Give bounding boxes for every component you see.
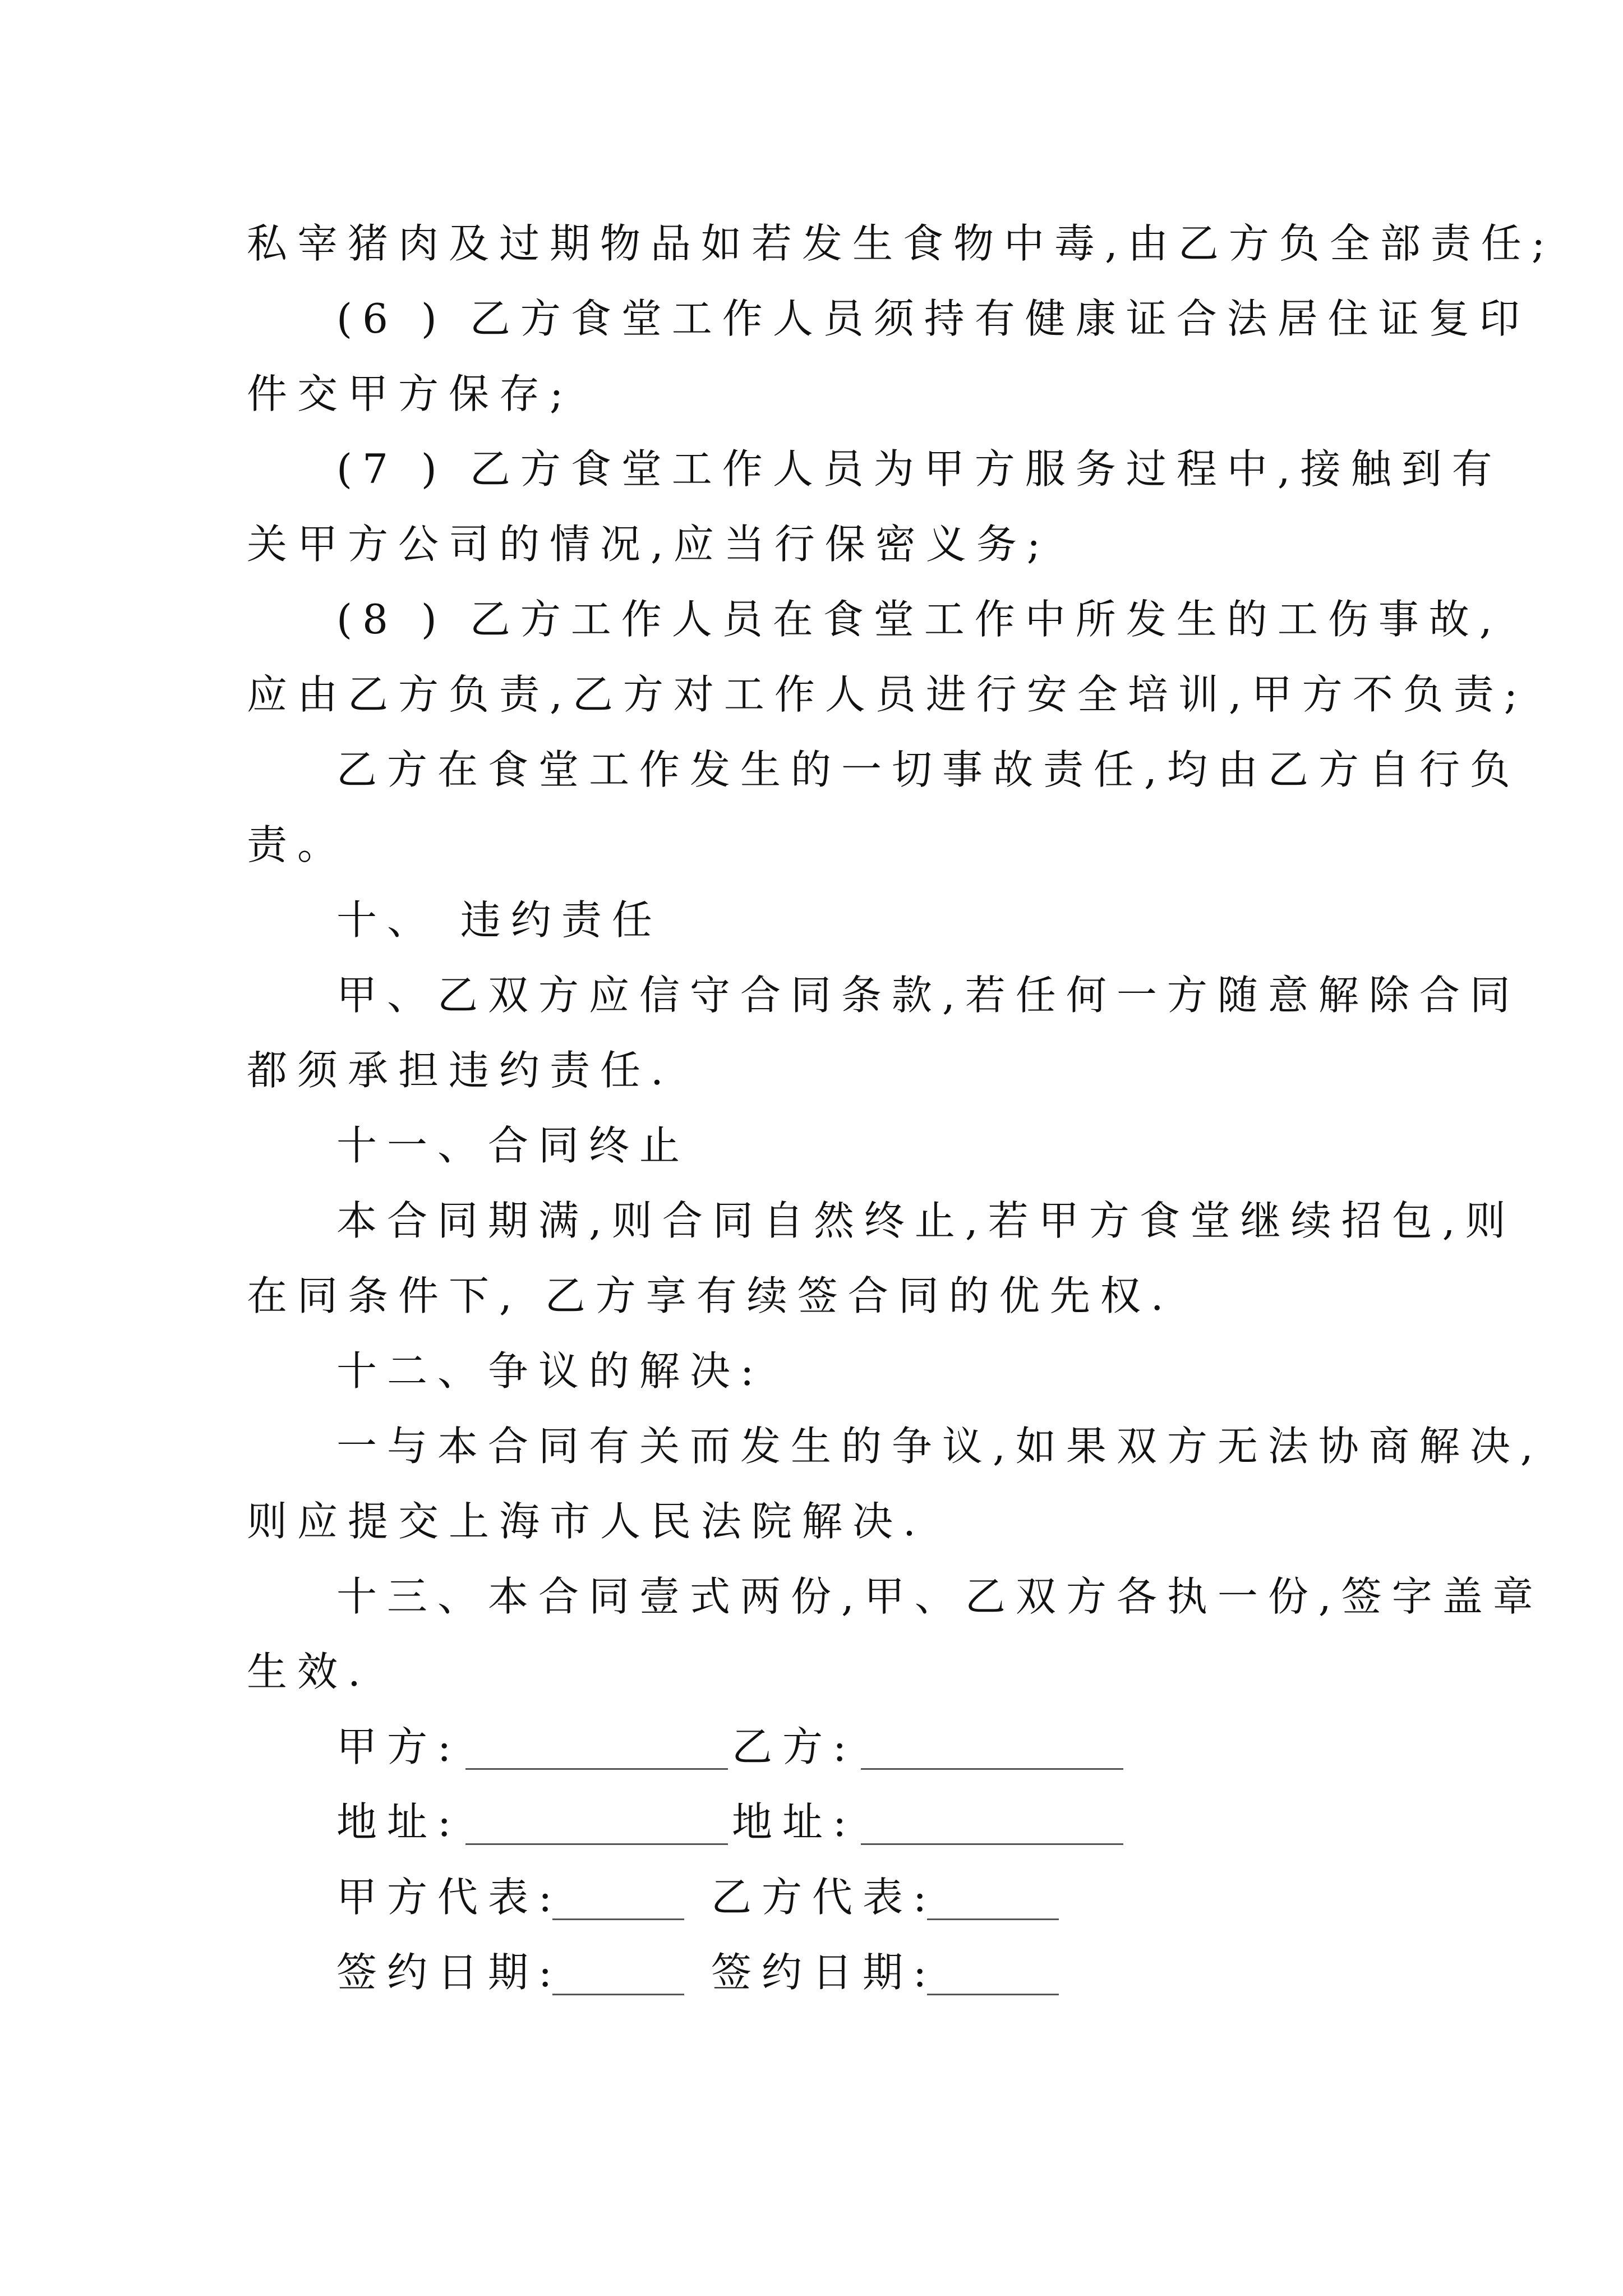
section-heading-12: 十二、争议的解决:: [336, 1347, 764, 1395]
text-line: 责。: [247, 821, 348, 868]
clause-8: (8 ) 乙方工作人员在食堂工作中所发生的工伤事故,: [336, 596, 1502, 643]
date-a-blank: [552, 1994, 684, 1995]
text-line: 在同条件下, 乙方享有续签合同的优先权.: [247, 1272, 1174, 1319]
text-line: 生效.: [247, 1648, 371, 1695]
text-line: 件交甲方保存;: [247, 370, 574, 417]
address-b-label: 地址:: [732, 1798, 857, 1846]
section-heading-13: 十三、本合同壹式两份,甲、乙双方各执一份,签字盖章: [336, 1573, 1543, 1620]
party-a-blank: [465, 1768, 728, 1770]
text-line: 本合同期满,则合同自然终止,若甲方食堂继续招包,则: [336, 1197, 1516, 1244]
date-b-label: 签约日期:: [711, 1949, 937, 1996]
text-line: 乙方在食堂工作发生的一切事故责任,均由乙方自行负: [336, 746, 1520, 793]
section-heading-10: 十、 违约责任: [336, 896, 662, 944]
text-line: 则应提交上海市人民法院解决.: [247, 1498, 926, 1545]
clause-7: (7 ) 乙方食堂工作人员为甲方服务过程中,接触到有: [336, 445, 1502, 493]
date-a-label: 签约日期:: [336, 1949, 562, 1996]
date-b-blank: [927, 1994, 1059, 1995]
address-a-label: 地址:: [336, 1798, 462, 1846]
text-line: 私宰猪肉及过期物品如若发生食物中毒,由乙方负全部责任;: [247, 220, 1556, 267]
rep-b-label: 乙方代表:: [711, 1874, 937, 1921]
text-line: 都须承担违约责任.: [247, 1047, 674, 1094]
text-line: 甲、乙双方应信守合同条款,若任何一方随意解除合同: [336, 972, 1520, 1019]
rep-a-label: 甲方代表:: [336, 1874, 562, 1921]
address-a-blank: [465, 1843, 728, 1845]
clause-6: (6 ) 乙方食堂工作人员须持有健康证合法居住证复印: [336, 295, 1530, 342]
party-b-label: 乙方:: [732, 1723, 857, 1770]
rep-a-blank: [552, 1918, 684, 1920]
address-b-blank: [861, 1843, 1123, 1845]
text-line: 应由乙方负责,乙方对工作人员进行安全培训,甲方不负责;: [247, 671, 1528, 718]
rep-b-blank: [927, 1918, 1059, 1920]
text-line: 一与本合同有关而发生的争议,如果双方无法协商解决,: [336, 1423, 1543, 1470]
section-heading-11: 十一、合同终止: [336, 1122, 690, 1169]
text-line: 关甲方公司的情况,应当行保密义务;: [247, 521, 1051, 568]
party-b-blank: [861, 1768, 1123, 1770]
party-a-label: 甲方:: [336, 1723, 462, 1770]
